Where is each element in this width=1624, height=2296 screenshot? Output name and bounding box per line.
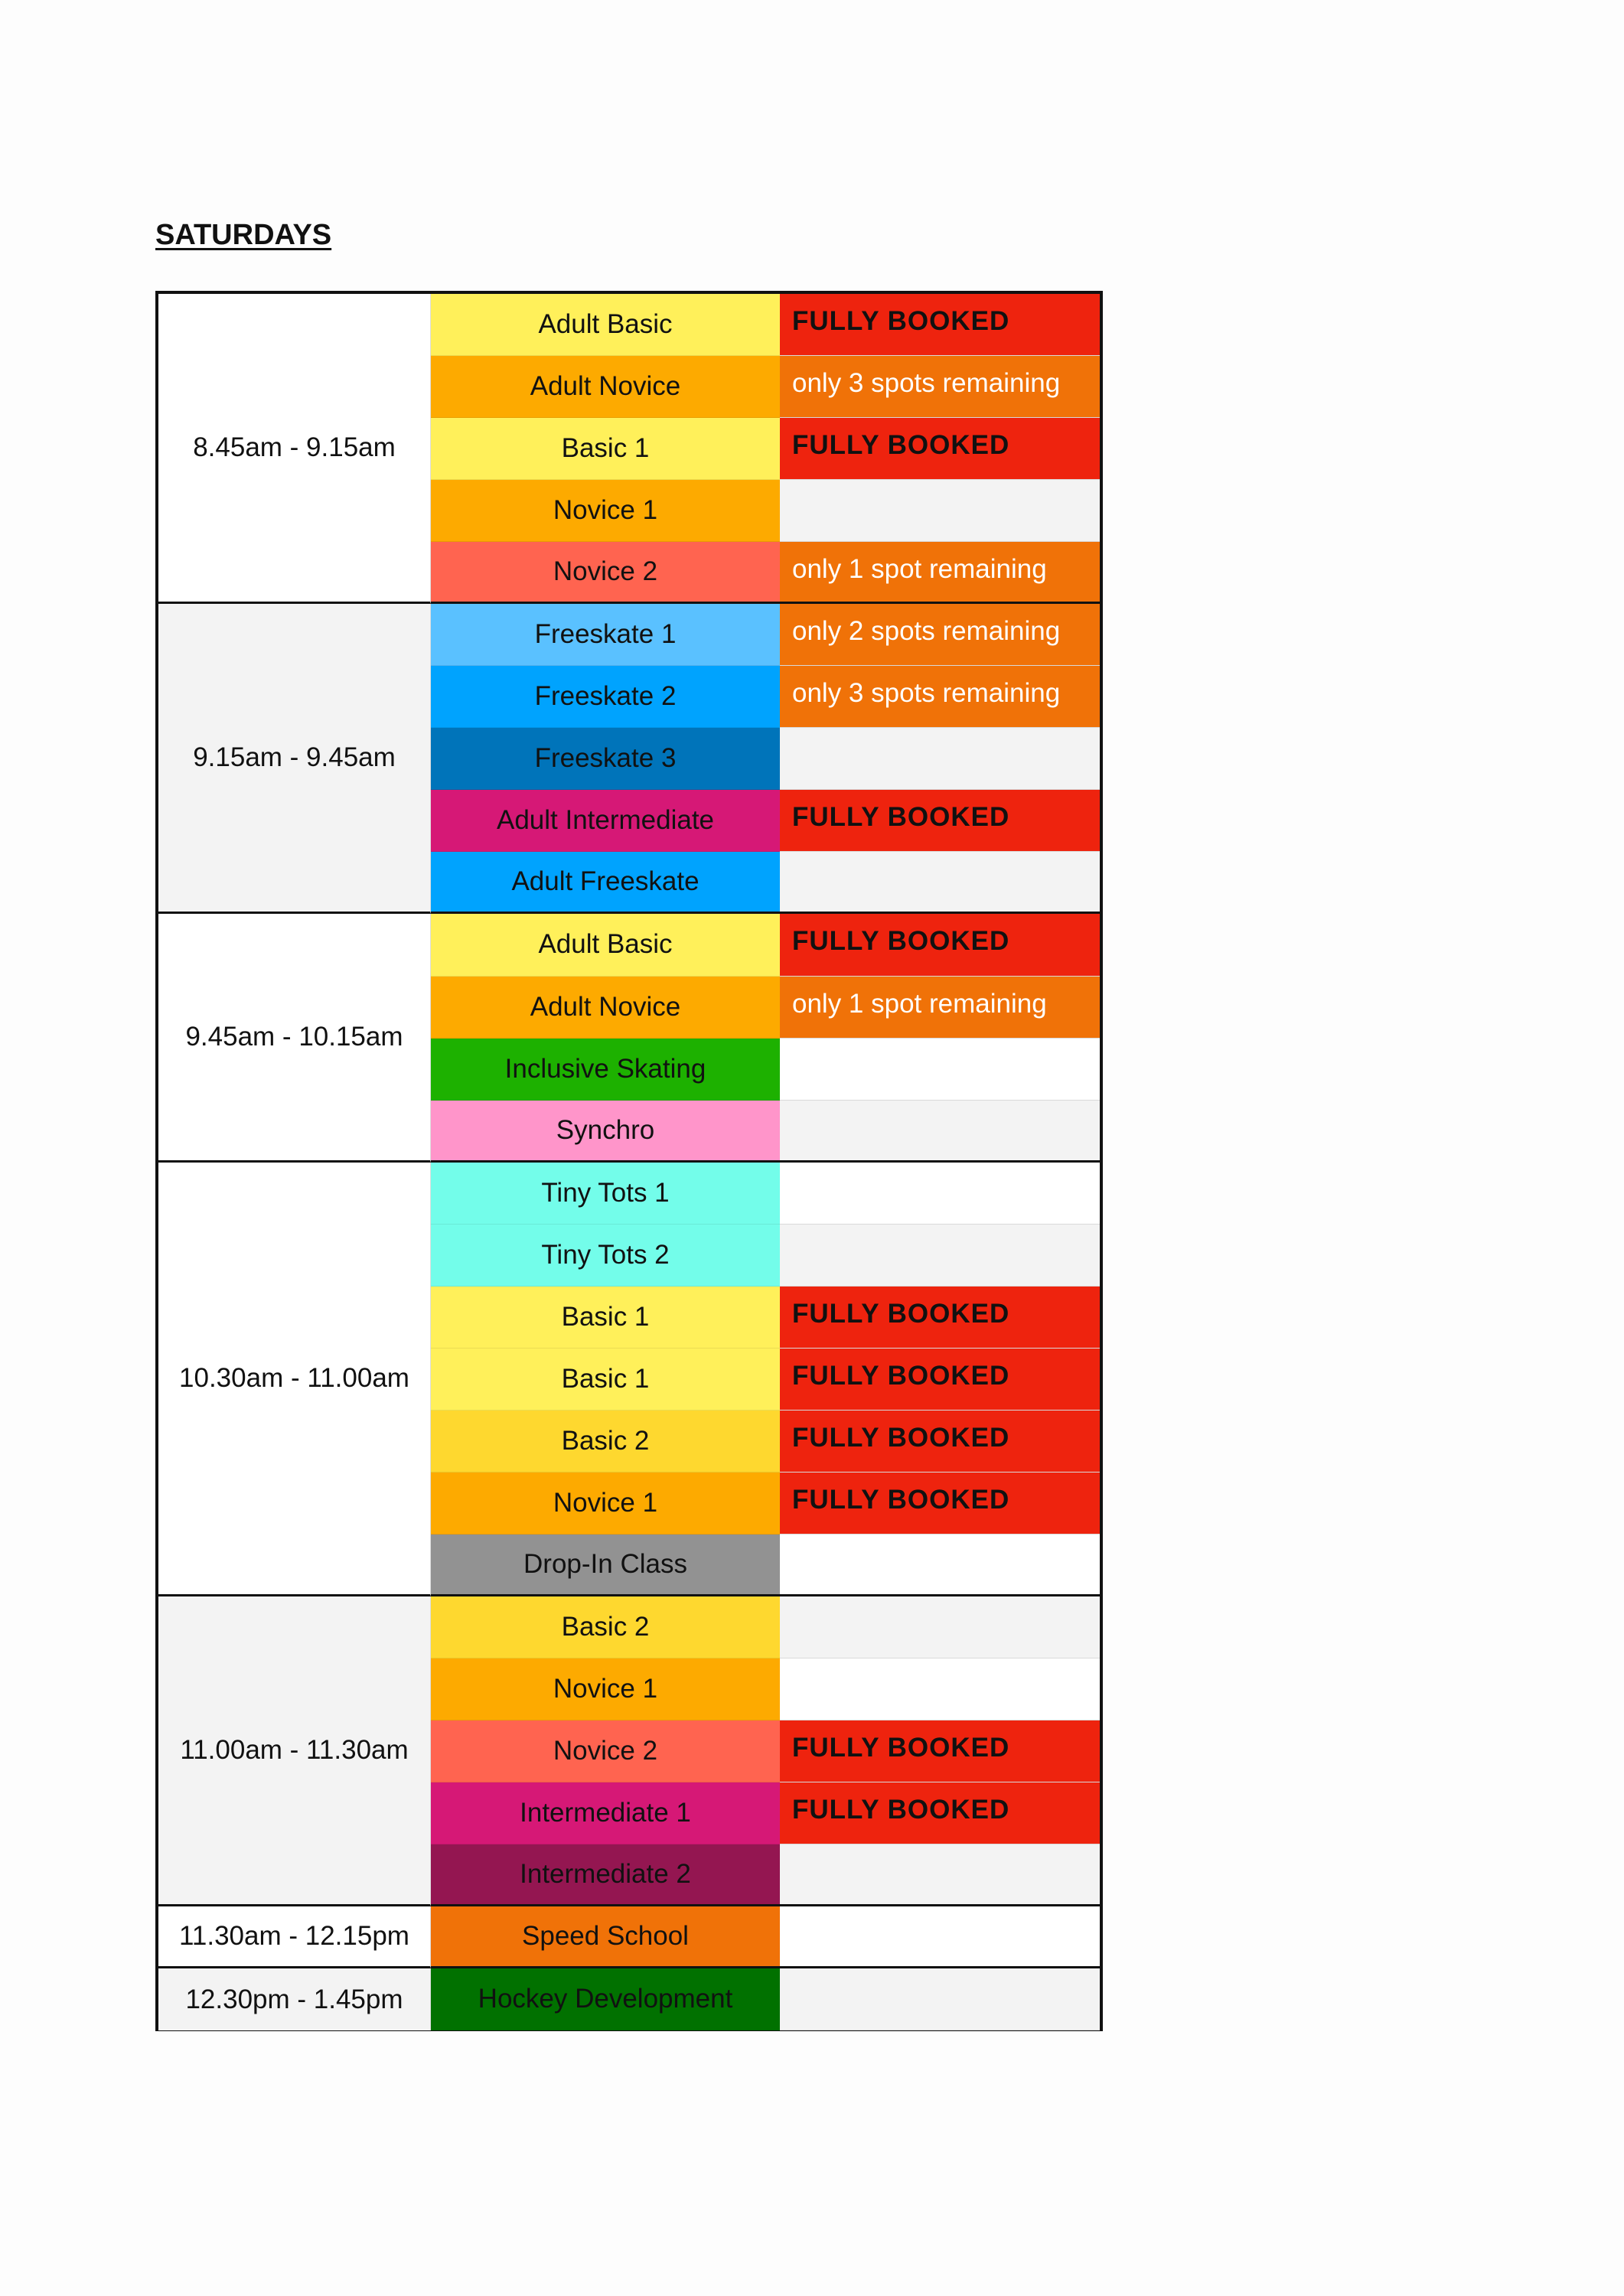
spots-remaining-status: only 2 spots remaining	[780, 604, 1100, 666]
class-name: Hockey Development	[431, 1968, 780, 2030]
spots-remaining-status: only 3 spots remaining	[780, 666, 1100, 728]
time-slot: 10.30am - 11.00am	[158, 1163, 431, 1596]
class-name: Basic 1	[431, 1287, 780, 1349]
time-slot: 9.15am - 9.45am	[158, 604, 431, 914]
class-name: Inclusive Skating	[431, 1039, 780, 1101]
class-name: Adult Freeskate	[431, 852, 780, 914]
class-name: Adult Novice	[431, 977, 780, 1039]
class-name: Novice 1	[431, 1658, 780, 1720]
empty-status	[780, 1596, 1100, 1658]
empty-status	[780, 728, 1100, 790]
time-slot: 11.00am - 11.30am	[158, 1596, 431, 1906]
empty-status	[780, 1534, 1100, 1596]
time-slot: 8.45am - 9.15am	[158, 294, 431, 604]
class-name: Novice 1	[431, 480, 780, 542]
fully-booked-status: FULLY BOOKED	[780, 294, 1100, 356]
class-name: Basic 2	[431, 1596, 780, 1658]
class-name: Adult Intermediate	[431, 790, 780, 852]
fully-booked-status: FULLY BOOKED	[780, 1287, 1100, 1349]
class-name: Speed School	[431, 1906, 780, 1968]
fully-booked-status: FULLY BOOKED	[780, 914, 1100, 976]
class-name: Basic 2	[431, 1411, 780, 1473]
spots-remaining-status: only 1 spot remaining	[780, 977, 1100, 1039]
class-name: Intermediate 1	[431, 1782, 780, 1844]
empty-status	[780, 1163, 1100, 1225]
empty-status	[780, 1968, 1100, 2030]
class-name: Freeskate 1	[431, 604, 780, 666]
class-name: Freeskate 3	[431, 728, 780, 790]
empty-status	[780, 852, 1100, 914]
fully-booked-status: FULLY BOOKED	[780, 418, 1100, 480]
fully-booked-status: FULLY BOOKED	[780, 790, 1100, 852]
saturday-timetable	[155, 291, 1103, 2031]
fully-booked-status: FULLY BOOKED	[780, 1349, 1100, 1411]
class-name: Tiny Tots 1	[431, 1163, 780, 1225]
empty-status	[780, 1906, 1100, 1968]
empty-status	[780, 1844, 1100, 1906]
class-name: Synchro	[431, 1101, 780, 1163]
empty-status	[780, 1039, 1100, 1101]
class-name: Freeskate 2	[431, 666, 780, 728]
class-name: Novice 2	[431, 1720, 780, 1782]
class-name: Basic 1	[431, 418, 780, 480]
time-slot: 12.30pm - 1.45pm	[158, 1968, 431, 2030]
class-name: Intermediate 2	[431, 1844, 780, 1906]
page-title: SATURDAYS	[155, 219, 332, 251]
class-name: Tiny Tots 2	[431, 1225, 780, 1287]
fully-booked-status: FULLY BOOKED	[780, 1720, 1100, 1782]
class-name: Adult Basic	[431, 294, 780, 356]
time-slot: 9.45am - 10.15am	[158, 914, 431, 1162]
class-name: Basic 1	[431, 1349, 780, 1411]
empty-status	[780, 1658, 1100, 1720]
fully-booked-status: FULLY BOOKED	[780, 1473, 1100, 1534]
empty-status	[780, 1101, 1100, 1163]
class-name: Novice 1	[431, 1473, 780, 1534]
time-slot: 11.30am - 12.15pm	[158, 1906, 431, 1968]
empty-status	[780, 480, 1100, 542]
class-name: Adult Novice	[431, 356, 780, 418]
empty-status	[780, 1225, 1100, 1287]
fully-booked-status: FULLY BOOKED	[780, 1782, 1100, 1844]
spots-remaining-status: only 3 spots remaining	[780, 356, 1100, 418]
class-name: Novice 2	[431, 542, 780, 604]
fully-booked-status: FULLY BOOKED	[780, 1411, 1100, 1473]
spots-remaining-status: only 1 spot remaining	[780, 542, 1100, 604]
class-name: Drop-In Class	[431, 1534, 780, 1596]
class-name: Adult Basic	[431, 914, 780, 976]
